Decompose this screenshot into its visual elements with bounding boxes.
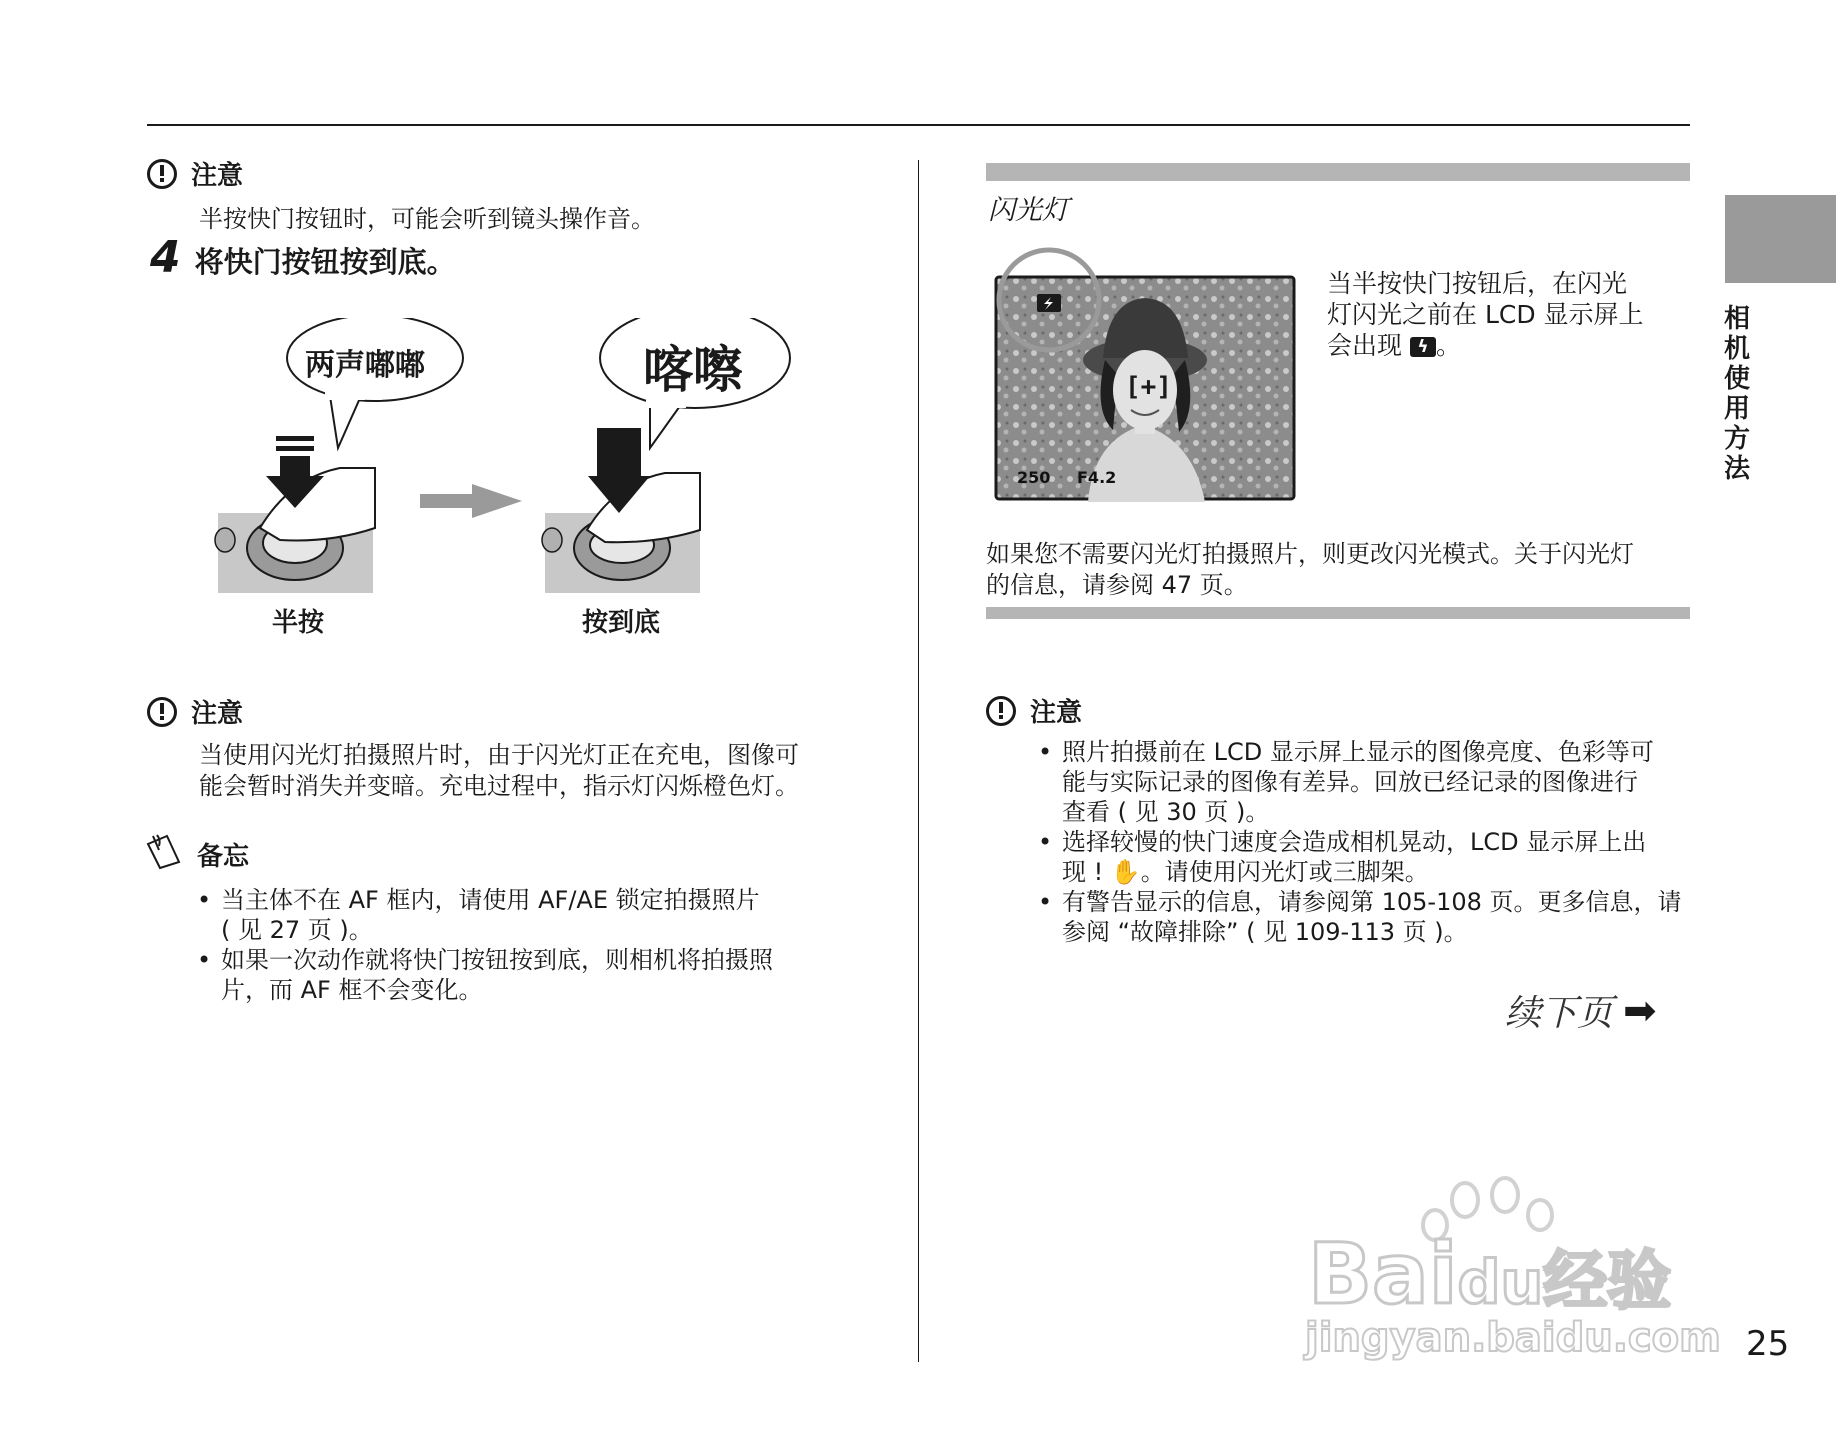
note-1-heading — [147, 155, 655, 192]
lcd-preview — [993, 240, 1298, 502]
step-text: 将快门按钮按到底。 — [194, 245, 456, 279]
note-3-item: • 照片拍摄前在 LCD 显示屏上显示的图像亮度、色彩等可 能与实际记录的图像有差异。回放已经记录的图像进行 查看 ( 见 30 页 )。 — [1038, 737, 1698, 827]
memo-item: • 当主体不在 AF 框内，请使用 AF/AE 锁定拍摄照片 ( 见 27 页 )。 — [197, 885, 773, 945]
svg-text:[+]: [+] — [1125, 372, 1172, 402]
lcd-photo — [993, 240, 1298, 502]
continue-next-page — [1505, 985, 1657, 1036]
warning-icon — [986, 696, 1016, 726]
shutter-illustration — [210, 318, 810, 648]
note-1 — [147, 155, 655, 235]
page-number: 25 — [1746, 1324, 1790, 1364]
side-tab-block — [1725, 195, 1836, 283]
flash-icon: ϟ — [1410, 337, 1436, 357]
flash-title: 闪光灯 — [988, 195, 1069, 226]
step-4 — [150, 232, 456, 283]
note-3-list — [1038, 737, 1698, 947]
warning-icon — [147, 159, 177, 189]
note-2-line-1: 当使用闪光灯拍摄照片时，由于闪光灯正在充电，图像可 — [199, 741, 799, 769]
arrow-right-icon: ➡ — [1623, 987, 1657, 1034]
side-tab-label: 相机使用方法 — [1723, 304, 1750, 484]
memo-item: • 如果一次动作就将快门按钮按到底，则相机将拍摄照 片，而 AF 框不会变化。 — [197, 945, 773, 1005]
note-3-title: 注意 — [1030, 698, 1083, 728]
note-2-line-2: 能会暂时消失并变暗。充电过程中，指示灯闪烁橙色灯。 — [199, 772, 799, 800]
watermark-brand: Baidu经验 — [1308, 1225, 1672, 1323]
flash-section-bottom-bar — [986, 607, 1690, 619]
caption-full-press: 按到底 — [582, 608, 661, 638]
note-2 — [147, 693, 799, 802]
flash-description: 当半按快门按钮后，在闪光 灯闪光之前在 LCD 显示屏上 会出现 ϟ 。 — [1327, 269, 1644, 360]
note-2-title: 注意 — [191, 699, 244, 729]
flash-footer-text: 如果您不需要闪光灯拍摄照片，则更改闪光模式。关于闪光灯 的信息，请参阅 47 页。 — [986, 540, 1634, 599]
caption-half-press: 半按 — [272, 608, 325, 638]
warning-icon — [147, 697, 177, 727]
column-divider — [918, 160, 919, 1362]
note-1-text: 半按快门按钮时，可能会听到镜头操作音。 — [199, 205, 655, 233]
note-3-item: • 选择较慢的快门速度会造成相机晃动，LCD 显示屏上出 现 ! ✋。请使用闪光灯或三脚架。 — [1038, 827, 1698, 887]
bubble-beep: 两声嘟嘟 — [305, 348, 425, 383]
memo-icon — [145, 832, 183, 877]
top-rule — [147, 124, 1690, 126]
note-3 — [986, 692, 1698, 947]
note-1-title: 注意 — [191, 161, 244, 191]
memo-title: 备忘 — [197, 842, 250, 872]
memo-list — [197, 885, 773, 1005]
note-2-text — [199, 740, 799, 802]
lcd-aperture: F4.2 — [1077, 468, 1117, 487]
memo-heading — [145, 832, 773, 877]
continue-label: 续下页 — [1505, 993, 1614, 1034]
lcd-shutter-speed: 250 — [1017, 468, 1051, 487]
note-3-item: • 有警告显示的信息，请参阅第 105-108 页。更多信息，请 参阅 “故障排除” ( 见 109-113 页 )。 — [1038, 887, 1698, 947]
watermark-url: jingyan.baidu.com — [1305, 1315, 1721, 1361]
note-3-heading — [986, 692, 1698, 729]
flash-section-top-bar — [986, 163, 1690, 181]
note-2-heading — [147, 693, 799, 730]
step-number: 4 — [150, 232, 181, 283]
bubble-click: 喀嚓 — [643, 341, 743, 399]
memo — [145, 832, 773, 1005]
